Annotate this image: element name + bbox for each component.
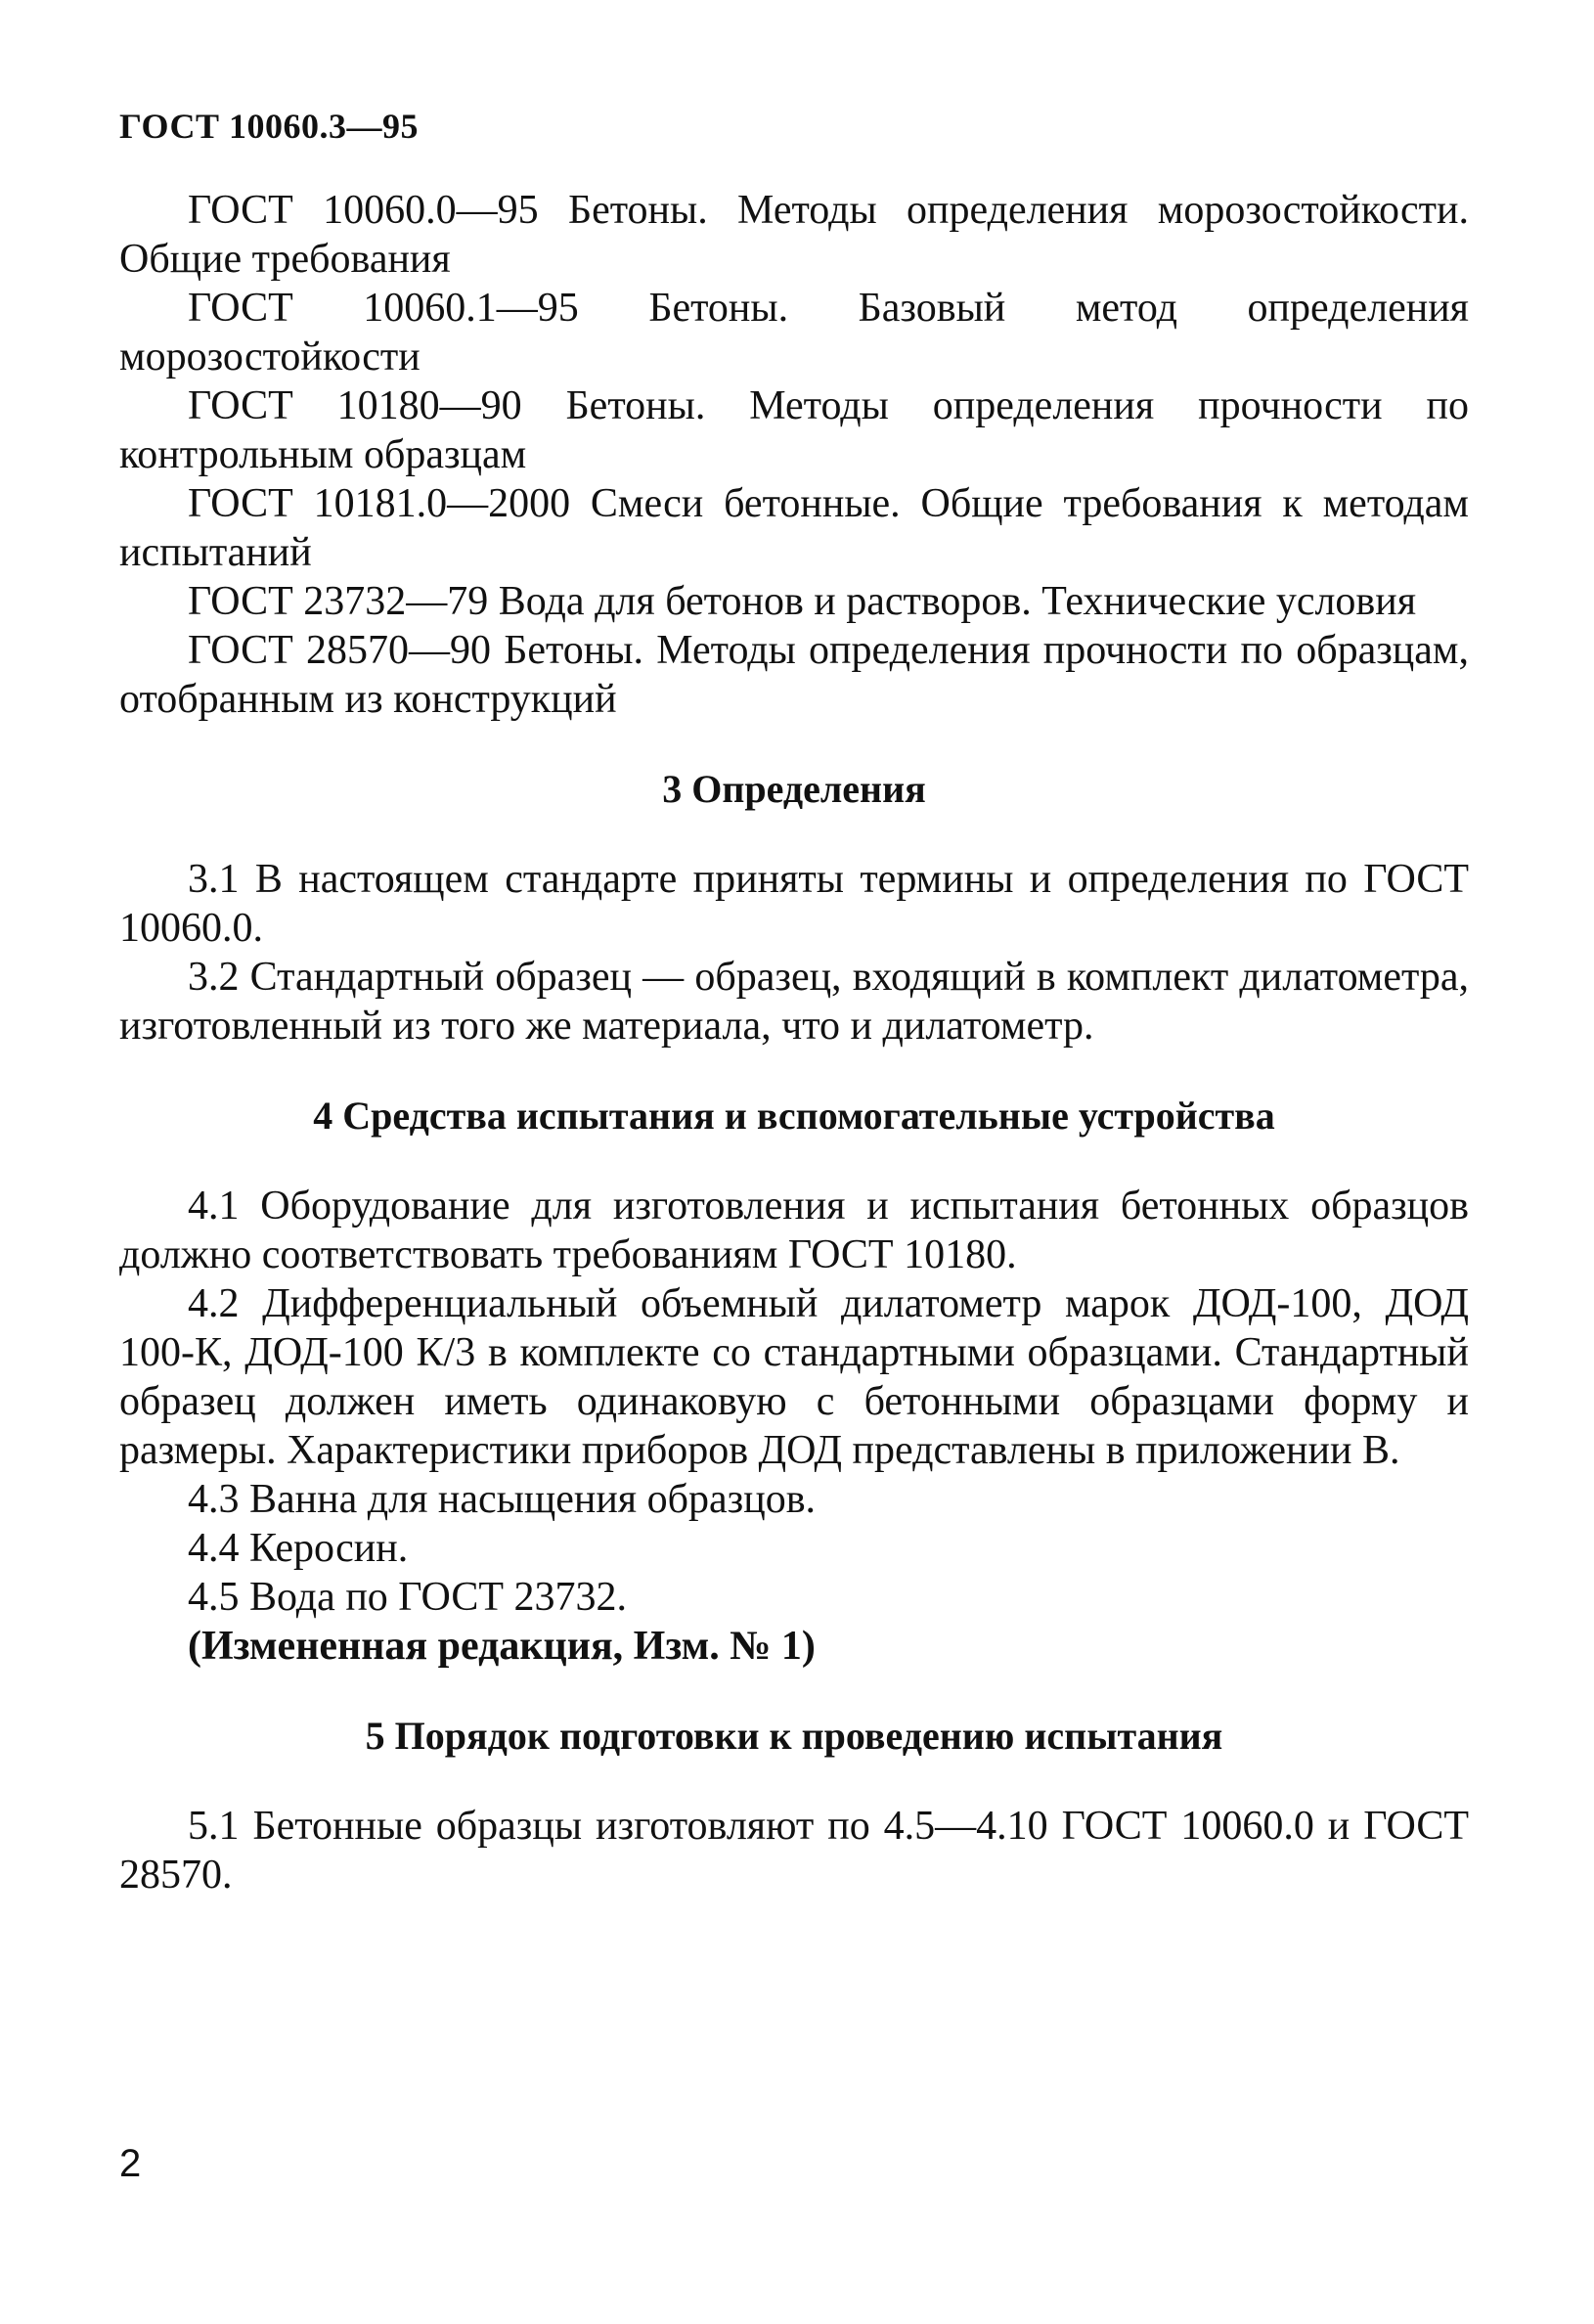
reference-item: ГОСТ 10060.0—95 Бетоны. Методы определения морозостойкости. Общие требования [119, 188, 1469, 282]
section-5-heading: 5 Порядок подготовки к проведению испытания [365, 1714, 1223, 1758]
clause-4-4: 4.4 Керосин. [188, 1526, 409, 1571]
page-number: 2 [119, 2142, 142, 2185]
clause-4-5: 4.5 Вода по ГОСТ 23732. [188, 1575, 628, 1620]
amendment-note: (Измененная редакция, Изм. № 1) [188, 1624, 816, 1669]
clause-4-3: 4.3 Ванна для насыщения образцов. [188, 1477, 817, 1522]
running-header: ГОСТ 10060.3—95 [119, 107, 419, 146]
section-4-heading: 4 Средства испытания и вспомогательные устройства [313, 1094, 1275, 1138]
reference-item: ГОСТ 23732—79 Вода для бетонов и растворов. Технические условия [188, 579, 1417, 624]
clause-4-2: 4.2 Дифференциальный объемный дилатометр марок ДОД-100, ДОД 100-К, ДОД-100 К/3 в комплекте со стандартными образцами. Стандартный образец должен иметь одинаковую с бетонными образцами форму и размеры. Характеристики приборов ДОД представлены в приложении В. [119, 1281, 1469, 1473]
reference-item: ГОСТ 10181.0—2000 Смеси бетонные. Общие требования к методам испытаний [119, 481, 1469, 575]
section-4-body [119, 1182, 1469, 1671]
clause-3-1: 3.1 В настоящем стандарте приняты термины и определения по ГОСТ 10060.0. [119, 857, 1469, 951]
section-5-body [119, 1802, 1469, 1899]
reference-item: ГОСТ 10180—90 Бетоны. Методы определения прочности по контрольным образцам [119, 383, 1469, 477]
page-content [119, 186, 1469, 1899]
reference-item: ГОСТ 28570—90 Бетоны. Методы определения прочности по образцам, отобранным из конструкций [119, 628, 1469, 722]
section-3-body [119, 855, 1469, 1050]
clause-5-1: 5.1 Бетонные образцы изготовляют по 4.5—4.10 ГОСТ 10060.0 и ГОСТ 28570. [119, 1804, 1469, 1898]
reference-item: ГОСТ 10060.1—95 Бетоны. Базовый метод определения морозостойкости [119, 286, 1469, 380]
clause-4-1: 4.1 Оборудование для изготовления и испытания бетонных образцов должно соответствовать требованиям ГОСТ 10180. [119, 1184, 1469, 1277]
section-3-heading: 3 Определения [662, 767, 926, 811]
clause-3-2: 3.2 Стандартный образец — образец, входящий в комплект дилатометра, изготовленный из того же материала, что и дилатометр. [119, 955, 1469, 1049]
normative-references-list [119, 186, 1469, 724]
